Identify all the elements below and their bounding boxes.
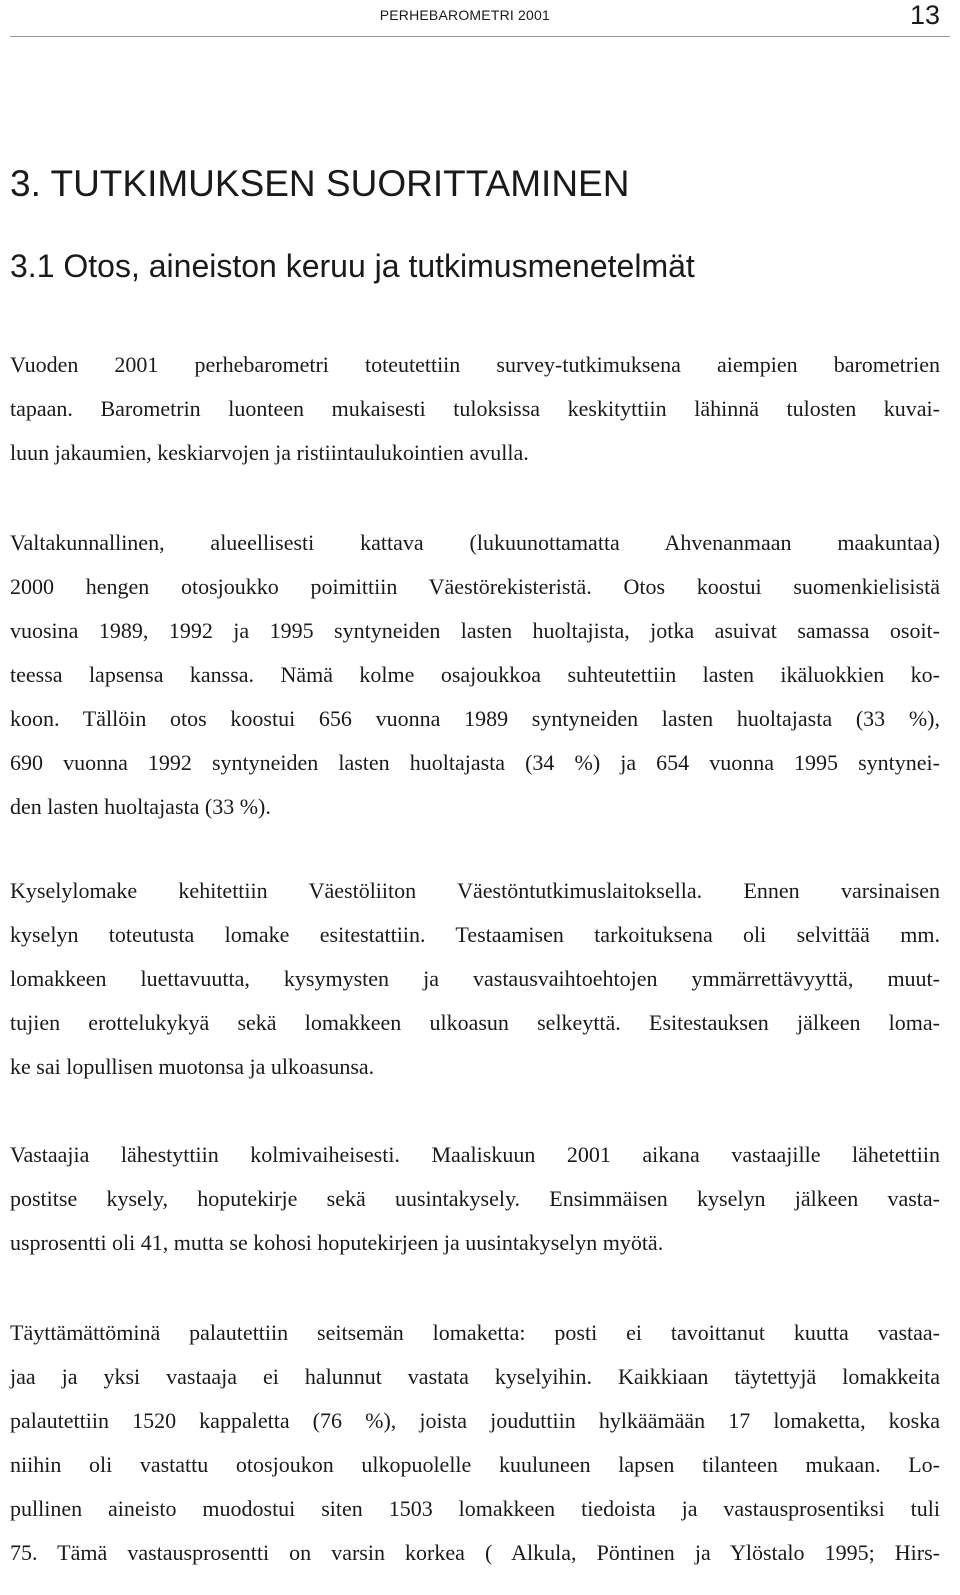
text-line: usprosentti oli 41, mutta se kohosi hoputekirjeen ja uusintakyselyn myötä. <box>10 1230 664 1255</box>
section-title: 3.1 Otos, aineiston keruu ja tutkimusmenetelmät <box>10 248 695 284</box>
text-line: 690 vuonna 1992 syntyneiden lasten huoltajasta (34 %) ja 654 vuonna 1995 syntynei- <box>10 750 940 775</box>
chapter-title: 3. TUTKIMUKSEN SUORITTAMINEN <box>10 163 630 204</box>
paragraph-survey-method <box>10 343 940 475</box>
text-line: jaa ja yksi vastaaja ei halunnut vastata kyselyihin. Kaikkiaan täytettyjä lomakkeita <box>10 1364 940 1389</box>
text-line: Kyselylomake kehitettiin Väestöliiton Väestöntutkimuslaitoksella. Ennen varsinaisen <box>10 878 940 903</box>
paragraph-data-collection <box>10 1133 940 1265</box>
text-line: vuosina 1989, 1992 ja 1995 syntyneiden lasten huoltajista, jotka asuivat samassa osoit- <box>10 618 940 643</box>
text-line: koon. Tällöin otos koostui 656 vuonna 1989 syntyneiden lasten huoltajasta (33 %), <box>10 706 940 731</box>
paragraph-questionnaire <box>10 869 940 1089</box>
text-line: tujien erottelukykyä sekä lomakkeen ulkoasun selkeyttä. Esitestauksen jälkeen loma- <box>10 1010 940 1035</box>
text-line: niihin oli vastattu otosjoukon ulkopuolelle kuuluneen lapsen tilanteen mukaan. Lo- <box>10 1452 940 1477</box>
page-header <box>0 0 960 38</box>
text-line: den lasten huoltajasta (33 %). <box>10 794 271 819</box>
text-line: postitse kysely, hoputekirje sekä uusintakysely. Ensimmäisen kyselyn jälkeen vasta- <box>10 1186 940 1211</box>
text-line: luun jakaumien, keskiarvojen ja ristiintaulukointien avulla. <box>10 440 529 465</box>
header-divider <box>10 36 950 37</box>
text-line: teessa lapsensa kanssa. Nämä kolme osajoukkoa suhteutettiin lasten ikäluokkien ko- <box>10 662 940 687</box>
text-line: 2000 hengen otosjoukko poimittiin Väestörekisteristä. Otos koostui suomenkielisistä <box>10 574 940 599</box>
text-line: 75. Tämä vastausprosentti on varsin korkea ( Alkula, Pöntinen ja Ylöstalo 1995; Hirs- <box>10 1540 940 1565</box>
text-line: Vastaajia lähestyttiin kolmivaiheisesti. Maaliskuun 2001 aikana vastaajille lähetettiin <box>10 1142 940 1167</box>
paragraph-sample <box>10 521 940 829</box>
paragraph-response-rate <box>10 1311 940 1575</box>
text-line: palautettiin 1520 kappaletta (76 %), joista jouduttiin hylkäämään 17 lomaketta, koska <box>10 1408 940 1433</box>
text-line: Vuoden 2001 perhebarometri toteutettiin survey-tutkimuksena aiempien barometrien <box>10 352 940 377</box>
page-number: 13 <box>909 0 940 30</box>
text-line: Valtakunnallinen, alueellisesti kattava (lukuunottamatta Ahvenanmaan maakuntaa) <box>10 530 940 555</box>
text-line: lomakkeen luettavuutta, kysymysten ja vastausvaihtoehtojen ymmärrettävyyttä, muut- <box>10 966 940 991</box>
text-line: Täyttämättöminä palautettiin seitsemän lomaketta: posti ei tavoittanut kuutta vastaa- <box>10 1320 940 1345</box>
text-line: tapaan. Barometrin luonteen mukaisesti tuloksissa keskityttiin lähinnä tulosten kuvai- <box>10 396 940 421</box>
text-line: kyselyn toteutusta lomake esitestattiin. Testaamisen tarkoituksena oli selvittää mm. <box>10 922 940 947</box>
text-line: ke sai lopullisen muotonsa ja ulkoasunsa. <box>10 1054 375 1079</box>
text-line: pullinen aineisto muodostui siten 1503 lomakkeen tiedoista ja vastausprosentiksi tuli <box>10 1496 940 1521</box>
running-title: PERHEBAROMETRI 2001 <box>379 7 550 23</box>
